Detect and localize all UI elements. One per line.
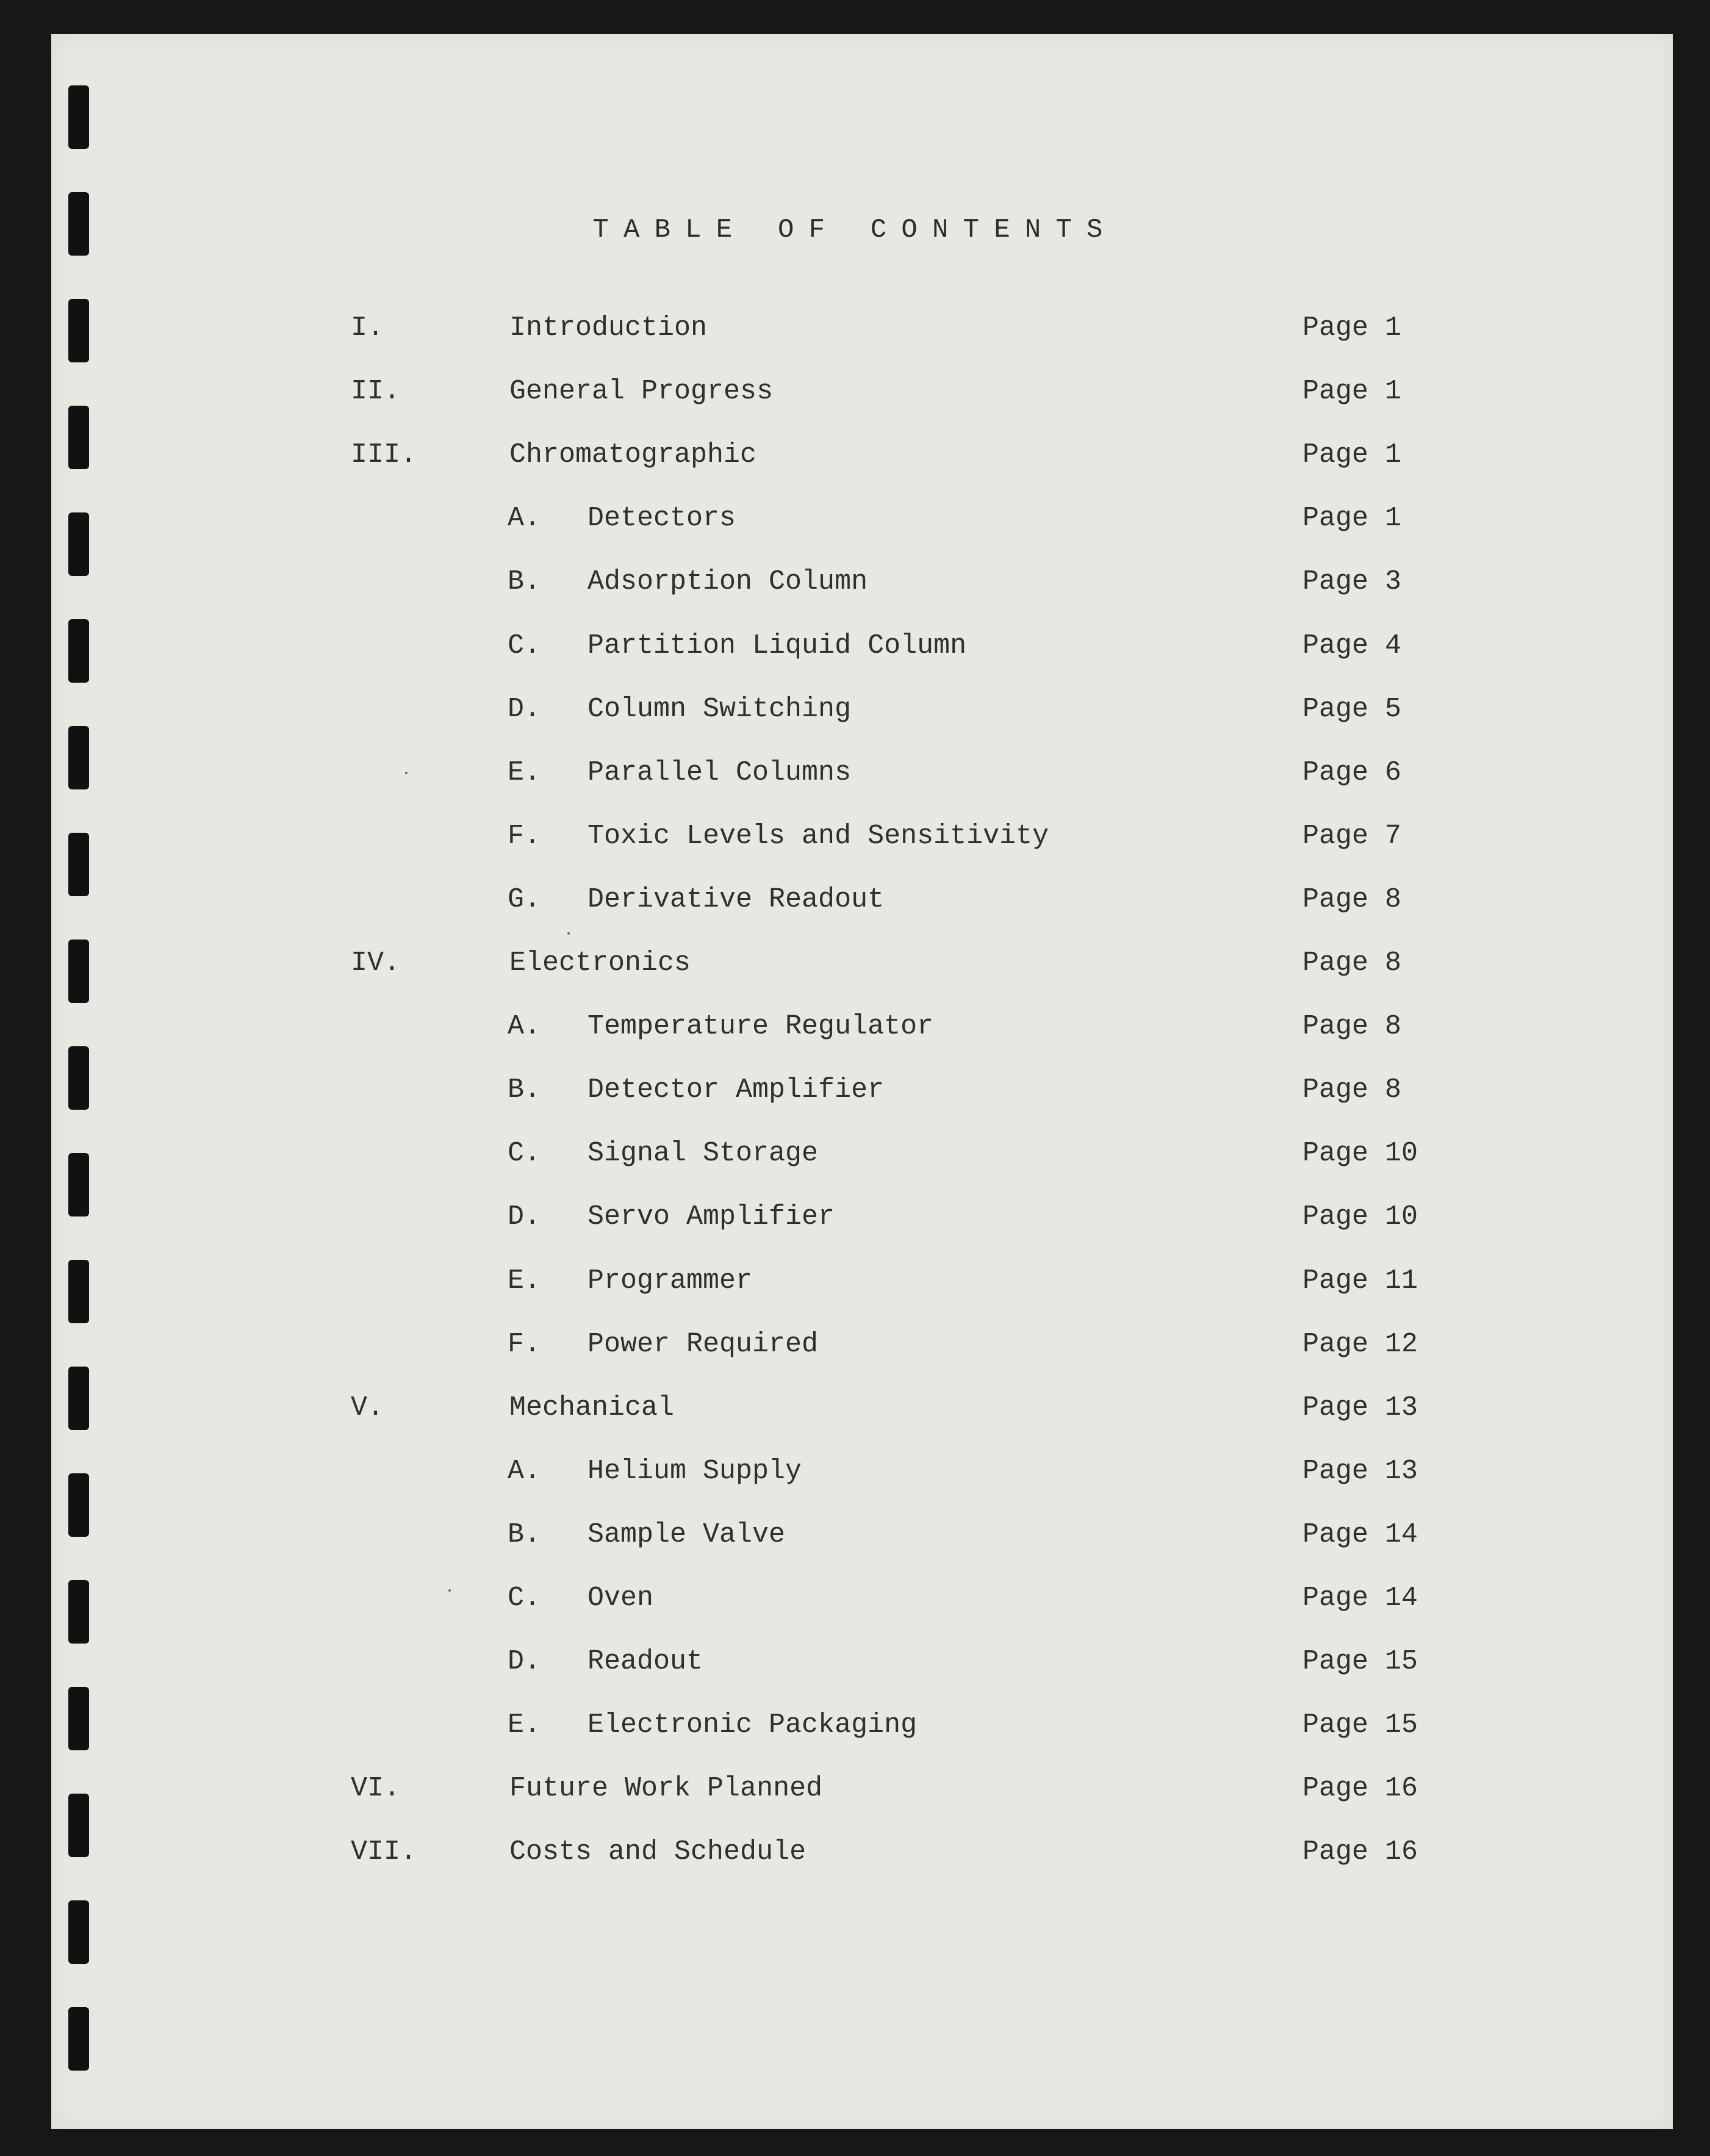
page-reference: Page 15 [1302, 1646, 1418, 1677]
entry-title: Temperature Regulator [587, 1011, 934, 1042]
subsection-letter: B. [508, 566, 541, 597]
subsection-letter: E. [508, 757, 541, 788]
toc-entry [0, 1514, 1710, 1556]
page-reference: Page 4 [1302, 630, 1402, 661]
entry-title: Electronic Packaging [587, 1709, 918, 1741]
section-number: VI. [351, 1773, 401, 1804]
subsection-letter: C. [508, 1583, 541, 1614]
section-number: VII. [351, 1836, 417, 1867]
binding-hole [68, 2007, 89, 2071]
entry-title: Chromatographic [509, 439, 757, 470]
entry-title: Future Work Planned [509, 1773, 823, 1804]
entry-title: Introduction [509, 312, 708, 343]
binding-hole [68, 85, 89, 149]
subsection-letter: A. [508, 503, 541, 534]
entry-title: Mechanical [509, 1392, 675, 1423]
page-reference: Page 8 [1302, 884, 1402, 915]
section-number: V. [351, 1392, 384, 1423]
binding-hole [68, 1900, 89, 1964]
page-reference: Page 5 [1302, 694, 1402, 725]
toc-entry [0, 815, 1710, 858]
subsection-letter: G. [508, 884, 541, 915]
toc-entry [0, 625, 1710, 667]
entry-title: Partition Liquid Column [587, 630, 967, 661]
toc-entry [0, 1260, 1710, 1303]
page-reference: Page 16 [1302, 1836, 1418, 1867]
entry-title: Detector Amplifier [587, 1074, 885, 1105]
toc-entry [0, 1831, 1710, 1874]
toc-entry [0, 942, 1710, 985]
page-reference: Page 13 [1302, 1456, 1418, 1487]
entry-title: Costs and Schedule [509, 1836, 807, 1867]
page-reference: Page 16 [1302, 1773, 1418, 1804]
page-reference: Page 1 [1302, 439, 1402, 470]
entry-title: Signal Storage [587, 1138, 819, 1169]
entry-title: Oven [587, 1583, 654, 1614]
toc-entry [0, 1005, 1710, 1048]
paper-speck [567, 932, 570, 935]
subsection-letter: F. [508, 821, 541, 852]
page-reference: Page 13 [1302, 1392, 1418, 1423]
subsection-letter: F. [508, 1329, 541, 1360]
toc-entry [0, 1704, 1710, 1747]
page-reference: Page 3 [1302, 566, 1402, 597]
page-reference: Page 7 [1302, 821, 1402, 852]
entry-title: Electronics [509, 947, 691, 979]
toc-entry [0, 1069, 1710, 1112]
entry-title: Readout [587, 1646, 703, 1677]
page-reference: Page 14 [1302, 1519, 1418, 1550]
entry-title: Sample Valve [587, 1519, 786, 1550]
section-number: II. [351, 376, 401, 407]
subsection-letter: C. [508, 1138, 541, 1169]
toc-entry [0, 879, 1710, 921]
toc-entry [0, 1323, 1710, 1366]
toc-entry [0, 1132, 1710, 1175]
page-reference: Page 11 [1302, 1265, 1418, 1296]
subsection-letter: E. [508, 1265, 541, 1296]
toc-entry [0, 370, 1710, 413]
entry-title: Derivative Readout [587, 884, 885, 915]
entry-title: Detectors [587, 503, 736, 534]
toc-entry [0, 1196, 1710, 1238]
entry-title: Power Required [587, 1329, 819, 1360]
subsection-letter: D. [508, 1646, 541, 1677]
subsection-letter: B. [508, 1519, 541, 1550]
page-reference: Page 14 [1302, 1583, 1418, 1614]
entry-title: Parallel Columns [587, 757, 852, 788]
toc-entry [0, 752, 1710, 794]
page-reference: Page 1 [1302, 503, 1402, 534]
toc-title: TABLE OF CONTENTS [592, 215, 1118, 245]
toc-entry [0, 497, 1710, 540]
subsection-letter: A. [508, 1011, 541, 1042]
page-reference: Page 12 [1302, 1329, 1418, 1360]
subsection-letter: D. [508, 1201, 541, 1232]
page-reference: Page 15 [1302, 1709, 1418, 1741]
toc-entry [0, 1387, 1710, 1429]
section-number: IV. [351, 947, 401, 979]
toc-entry [0, 1450, 1710, 1493]
page-reference: Page 1 [1302, 312, 1402, 343]
entry-title: Column Switching [587, 694, 852, 725]
subsection-letter: D. [508, 694, 541, 725]
page-reference: Page 1 [1302, 376, 1402, 407]
entry-title: General Progress [509, 376, 774, 407]
toc-entry [0, 1577, 1710, 1620]
page-reference: Page 10 [1302, 1138, 1418, 1169]
subsection-letter: E. [508, 1709, 541, 1741]
page-reference: Page 8 [1302, 947, 1402, 979]
subsection-letter: A. [508, 1456, 541, 1487]
entry-title: Adsorption Column [587, 566, 868, 597]
toc-entry [0, 688, 1710, 731]
toc-entry [0, 307, 1710, 350]
page-reference: Page 8 [1302, 1011, 1402, 1042]
entry-title: Servo Amplifier [587, 1201, 835, 1232]
section-number: I. [351, 312, 384, 343]
section-number: III. [351, 439, 417, 470]
subsection-letter: C. [508, 630, 541, 661]
subsection-letter: B. [508, 1074, 541, 1105]
page-reference: Page 8 [1302, 1074, 1402, 1105]
toc-entry [0, 561, 1710, 603]
toc-entry [0, 434, 1710, 476]
page-reference: Page 6 [1302, 757, 1402, 788]
entry-title: Toxic Levels and Sensitivity [587, 821, 1049, 852]
entry-title: Programmer [587, 1265, 753, 1296]
toc-entry [0, 1640, 1710, 1683]
page-reference: Page 10 [1302, 1201, 1418, 1232]
toc-entry [0, 1767, 1710, 1810]
entry-title: Helium Supply [587, 1456, 802, 1487]
